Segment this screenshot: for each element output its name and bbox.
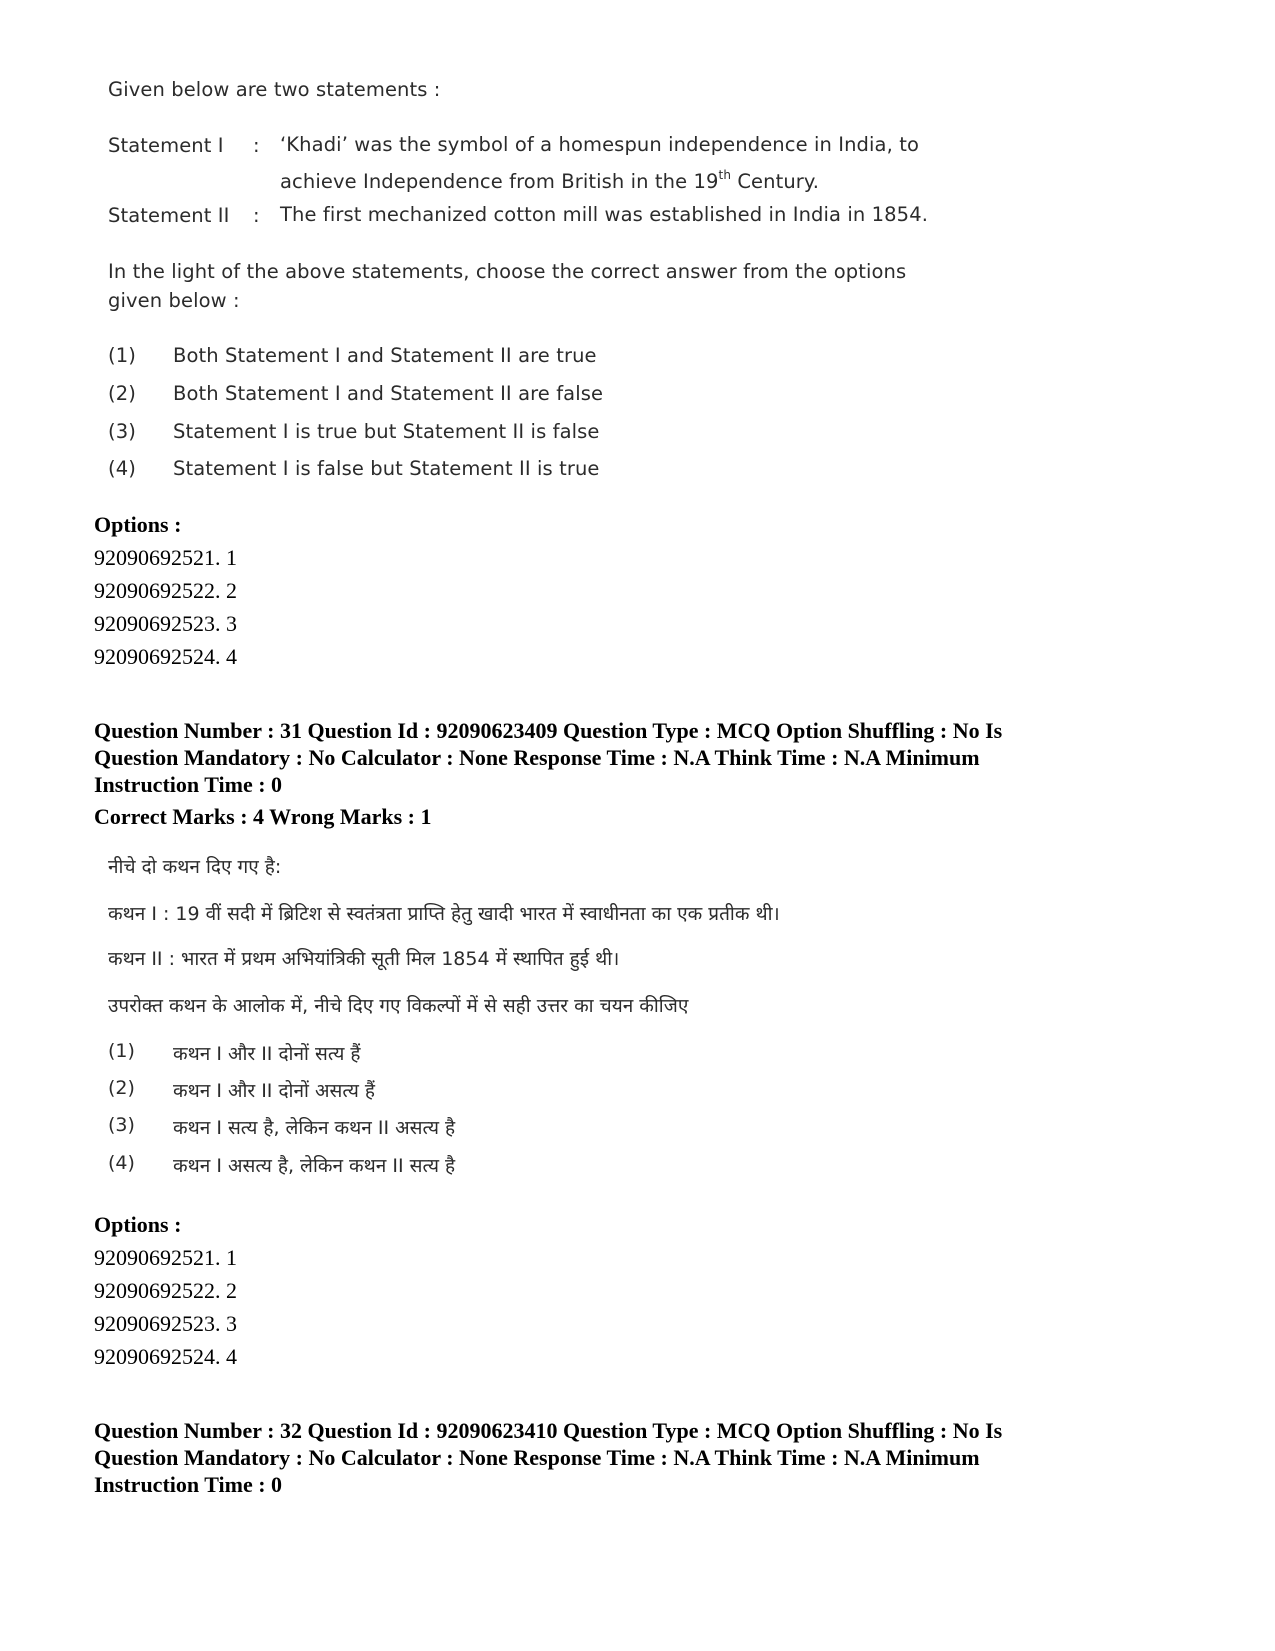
metadata-line: Question Number : 32 Question Id : 92090623410 Question Type : MCQ Option Shuffling : No Is: [94, 1418, 1003, 1443]
option-number: (3): [108, 1114, 135, 1136]
option-text: कथन I असत्य है, लेकिन कथन II सत्य है: [173, 1155, 456, 1177]
metadata-line: Instruction Time : 0: [94, 772, 283, 797]
option-text: Statement I is false but Statement II is true: [173, 457, 600, 480]
statement-2-colon: :: [253, 204, 260, 227]
statement-2-text: कथन II : भारत में प्रथम अभियांत्रिकी सूती मिल 1854 में स्थापित हुई थी।: [108, 948, 620, 970]
instruction-text: उपरोक्त कथन के आलोक में, नीचे दिए गए विकल्पों में से सही उत्तर का चयन कीजिए: [108, 995, 689, 1017]
option-id-item: 92090692523. 3: [94, 1311, 237, 1336]
metadata-line: Question Number : 31 Question Id : 92090623409 Question Type : MCQ Option Shuffling : No Is: [94, 718, 1003, 743]
option-text: Statement I is true but Statement II is false: [173, 420, 600, 443]
option-id-item: 92090692522. 2: [94, 1278, 237, 1303]
question-intro: Given below are two statements :: [108, 78, 441, 101]
options-heading: Options :: [94, 512, 182, 537]
option-id-item: 92090692523. 3: [94, 611, 237, 636]
option-text: कथन I सत्य है, लेकिन कथन II असत्य है: [173, 1117, 456, 1139]
instruction-line-1: In the light of the above statements, choose the correct answer from the options: [108, 260, 907, 283]
instruction-line-2: given below :: [108, 289, 240, 312]
statement-2-text: The first mechanized cotton mill was established in India in 1854.: [280, 203, 928, 226]
statement-1-label: Statement I: [108, 134, 224, 157]
metadata-line: Question Mandatory : No Calculator : None Response Time : N.A Think Time : N.A Minimum: [94, 745, 980, 770]
option-id-item: 92090692521. 1: [94, 1245, 237, 1270]
option-number: (2): [108, 382, 136, 405]
statement-1-text: कथन I : 19 वीं सदी में ब्रिटिश से स्वतंत्रता प्राप्ति हेतु खादी भारत में स्वाधीनता का एक प्रतीक थी।: [108, 903, 780, 925]
question-metadata: [94, 717, 1094, 798]
option-number: (4): [108, 457, 136, 480]
statement-2-label: Statement II: [108, 204, 230, 227]
options-heading: Options :: [94, 1212, 182, 1237]
option-text: Both Statement I and Statement II are false: [173, 382, 604, 405]
question-image-english: [0, 0, 1275, 500]
option-id-item: 92090692524. 4: [94, 644, 237, 669]
metadata-line: Instruction Time : 0: [94, 1472, 283, 1497]
metadata-line: Question Mandatory : No Calculator : None Response Time : N.A Think Time : N.A Minimum: [94, 1445, 980, 1470]
option-text: कथन I और II दोनों असत्य हैं: [173, 1080, 375, 1102]
option-number: (3): [108, 420, 136, 443]
question-metadata: [94, 1417, 1094, 1498]
statement-1-line-1: ‘Khadi’ was the symbol of a homespun independence in India, to: [280, 133, 919, 156]
option-text: Both Statement I and Statement II are true: [173, 344, 597, 367]
option-id-item: 92090692522. 2: [94, 578, 237, 603]
option-number: (1): [108, 1040, 135, 1062]
statement-1-colon: :: [253, 134, 260, 157]
marks-line: Correct Marks : 4 Wrong Marks : 1: [94, 804, 432, 829]
option-number: (2): [108, 1077, 135, 1099]
option-number: (1): [108, 344, 136, 367]
question-intro: नीचे दो कथन दिए गए है:: [108, 856, 282, 878]
statement-1-line-2: achieve Independence from British in the 19th Century.: [280, 168, 820, 193]
option-id-item: 92090692521. 1: [94, 545, 237, 570]
option-number: (4): [108, 1152, 135, 1174]
option-text: कथन I और II दोनों सत्य हैं: [173, 1043, 361, 1065]
option-id-item: 92090692524. 4: [94, 1344, 237, 1369]
